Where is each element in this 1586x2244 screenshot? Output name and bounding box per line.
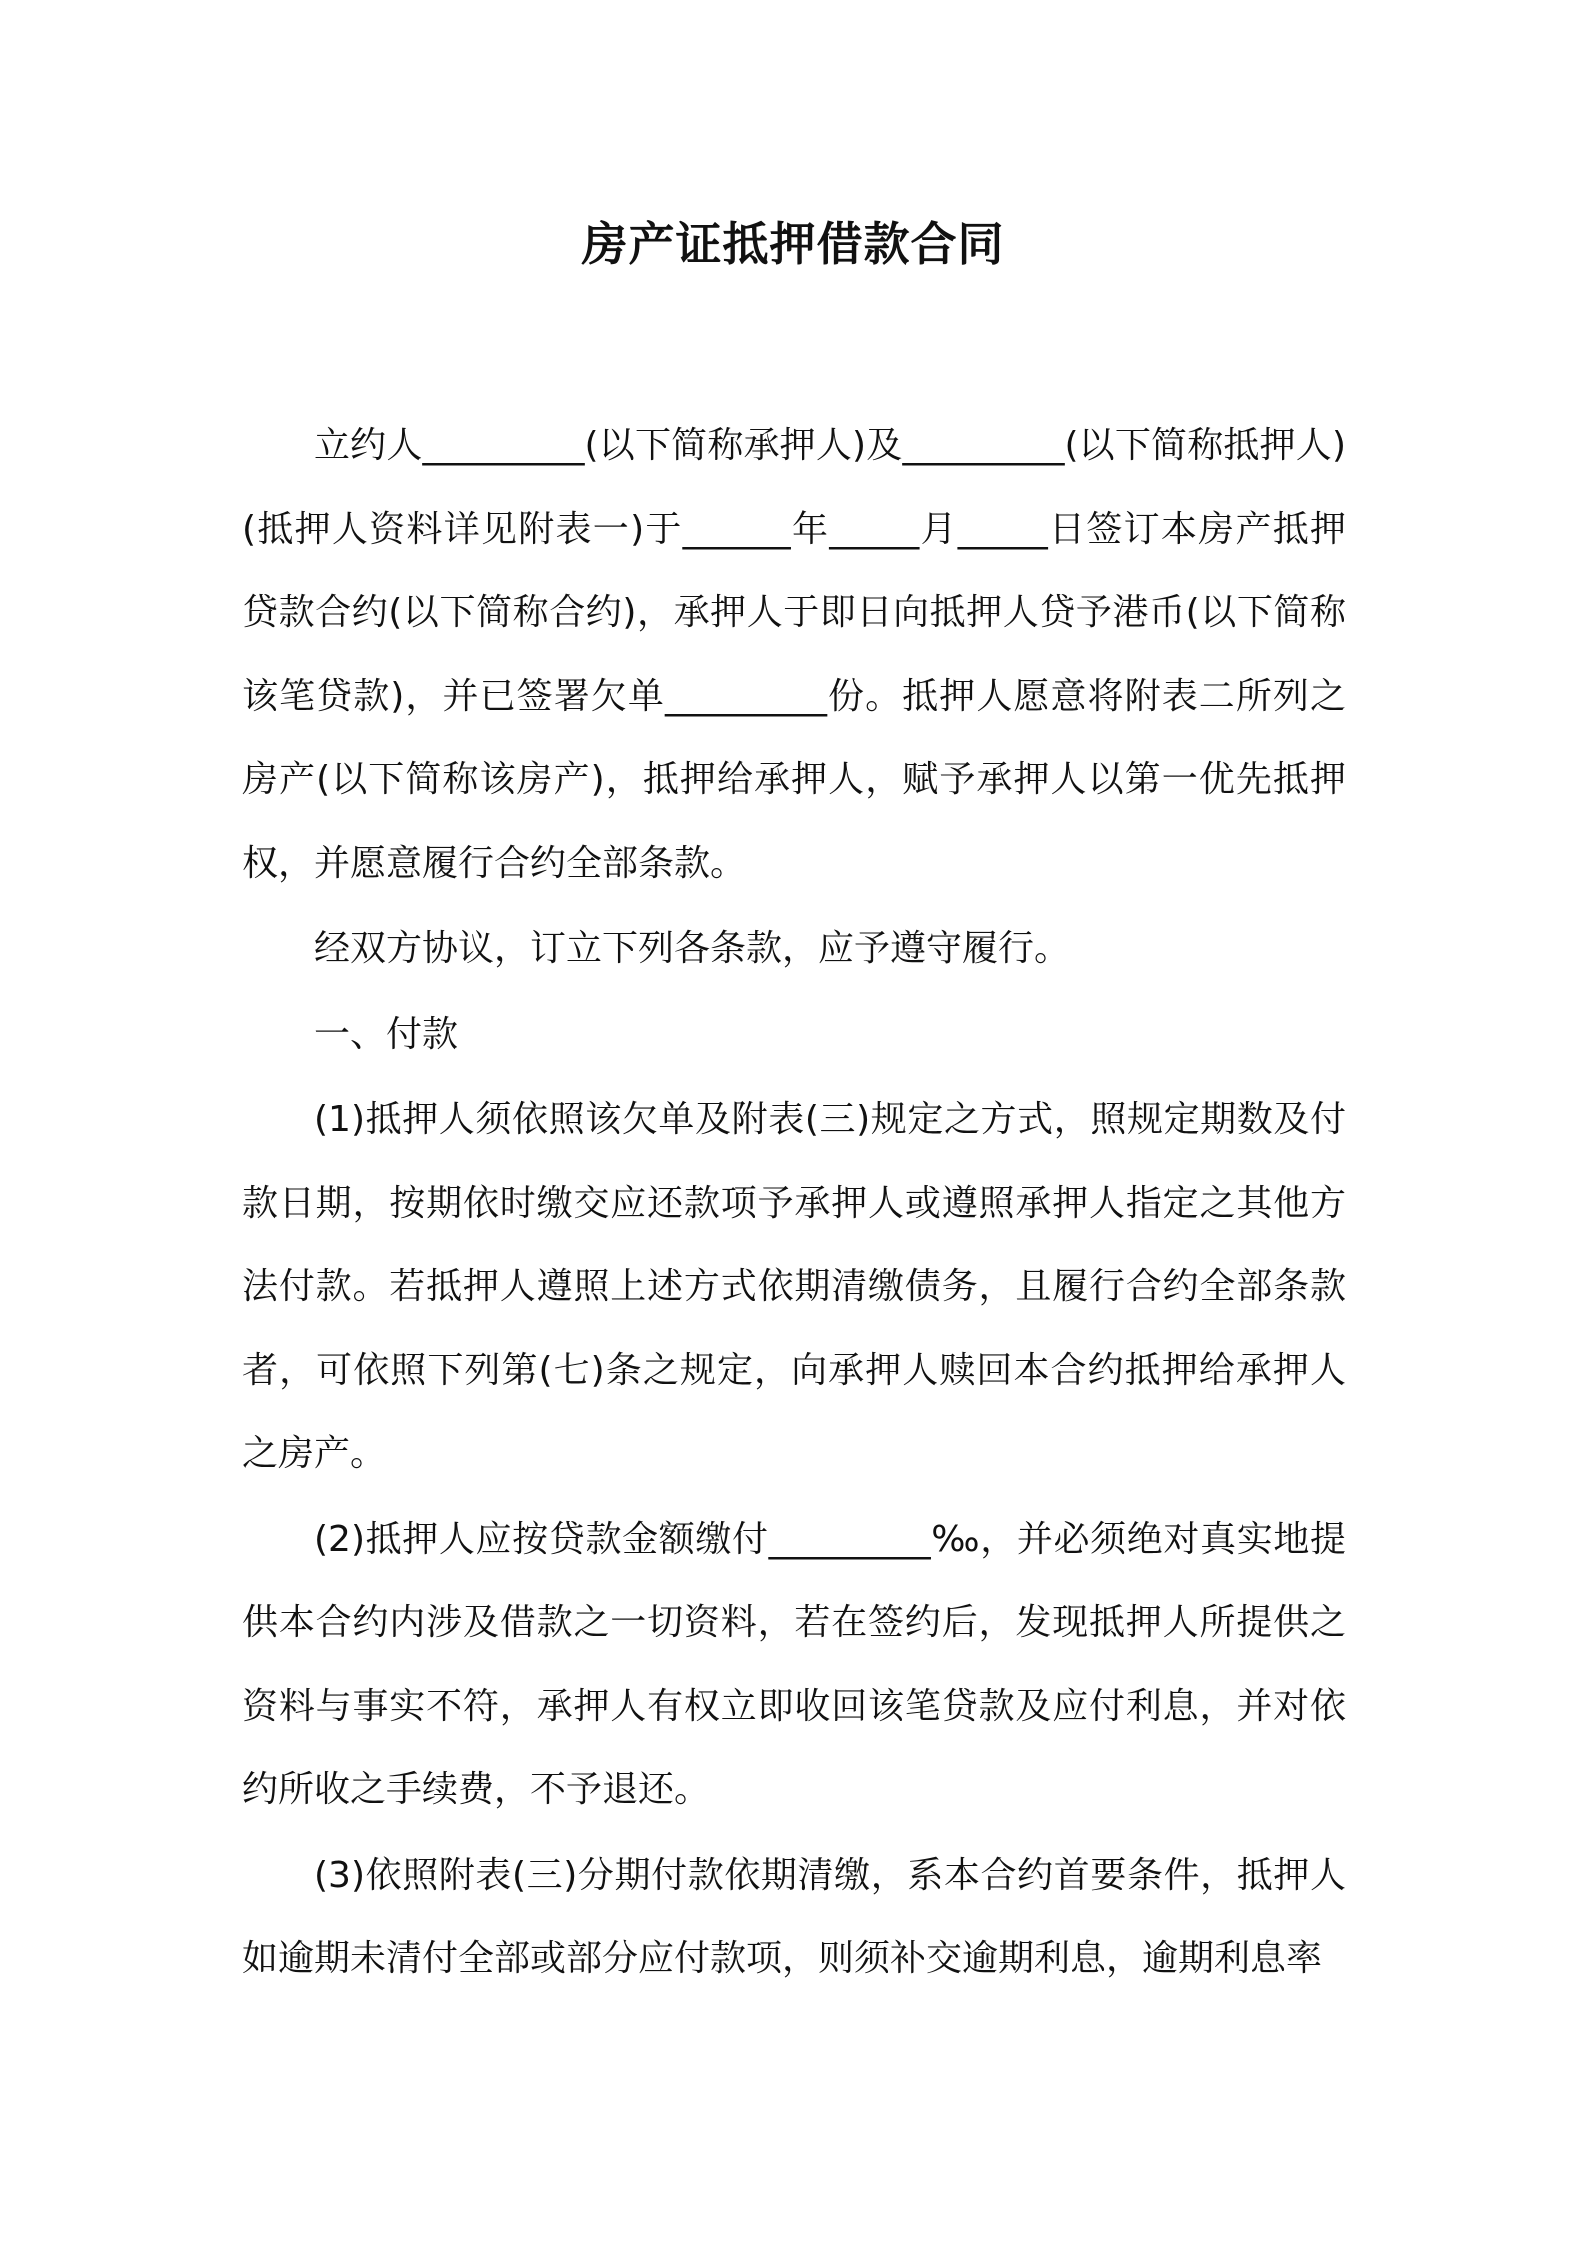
clause-3: (3)依照附表(三)分期付款依期清缴，系本合约首要条件，抵押人如逾期未清付全部或部分应付款项，则须补交逾期利息，逾期利息率 — [242, 1854, 1346, 1979]
section-heading-payment: 一、付款 — [314, 1013, 459, 1055]
clause-1: (1)抵押人须依照该欠单及附表(三)规定之方式，照规定期数及付款日期，按期依时缴交应还款项予承押人或遵照承押人指定之其他方法付款。若抵押人遵照上述方式依期清缴债务，且履行合约全部条款者，可依照下列第(七)条之规定，向承押人赎回本合约抵押给承押人之房产。 — [242, 1099, 1346, 1474]
paragraph-preamble: 立约人_________(以下简称承押人)及_________(以下简称抵押人)(抵押人资料详见附表一)于______年_____月_____日签订本房产抵押贷款合约(以下简称合约)，承押人于即日向抵押人贷予港币(以下简称该笔贷款)，并已签署欠单_________份。抵押人愿意将附表二所列之房产(以下简称该房产)，抵押给承押人，赋予承押人以第一优先抵押权，并愿意履行合约全部条款。 — [242, 425, 1346, 884]
paragraph-agreement-intro: 经双方协议，订立下列各条款，应予遵守履行。 — [314, 928, 1071, 969]
document-title: 房产证抵押借款合同 — [581, 217, 1005, 271]
document-body — [242, 404, 1346, 2001]
clause-2: (2)抵押人应按贷款金额缴付_________‰，并必须绝对真实地提供本合约内涉及借款之一切资料，若在签约后，发现抵押人所提供之资料与事实不符，承押人有权立即收回该笔贷款及应付利息，并对依约所收之手续费，不予退还。 — [242, 1518, 1346, 1810]
